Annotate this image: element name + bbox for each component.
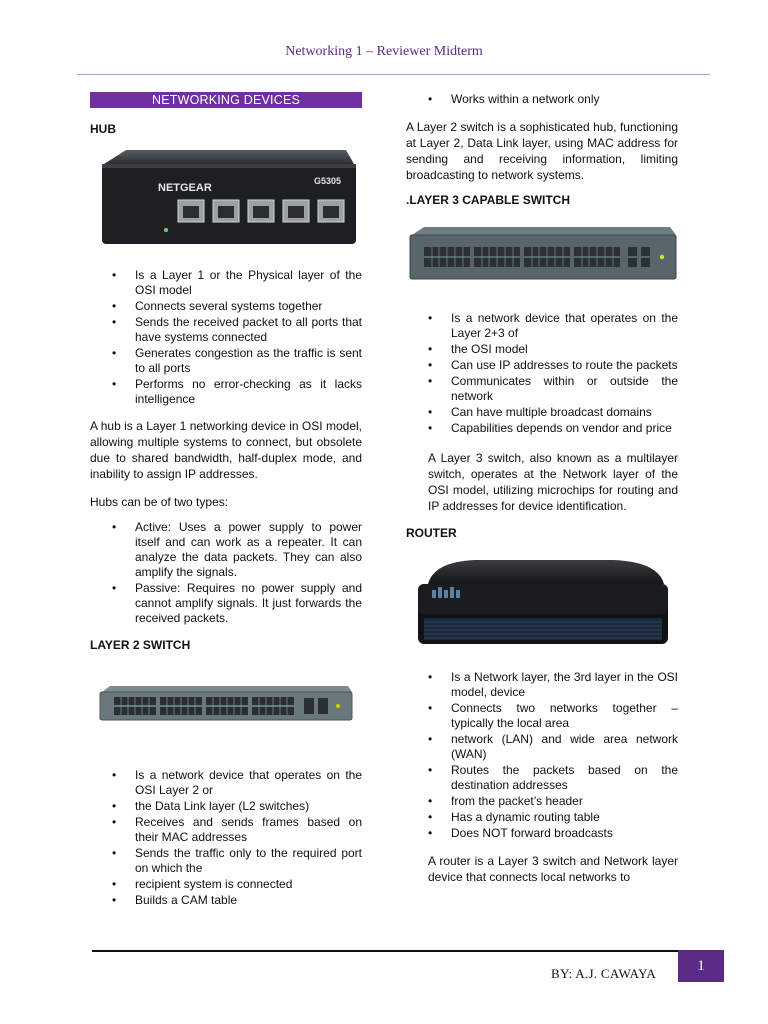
layer3-paragraph: A Layer 3 switch, also known as a multilayer switch, operates at the Network layer of the OSI model, utilizing microchips for routing and IP addresses for device identification. — [428, 451, 678, 513]
router-paragraph: A router is a Layer 3 switch and Network layer device that connects local networks to — [428, 854, 678, 884]
list-item: • Does NOT forward broadcasts — [428, 826, 613, 840]
router-image — [414, 556, 672, 648]
list-item: • recipient system is connected — [112, 877, 293, 891]
list-item: • Is a Network layer, the 3rd layer in the OSI model, device — [428, 670, 678, 699]
section-title-bar: NETWORKING DEVICES — [90, 92, 362, 108]
list-item: • from the packet’s header — [428, 794, 583, 808]
layer3-heading: .LAYER 3 CAPABLE SWITCH — [406, 193, 571, 207]
list-item: • the OSI model — [428, 342, 528, 356]
list-item: • Routes the packets based on the destination addresses — [428, 763, 678, 792]
hub-bullets — [90, 268, 362, 407]
header-rule — [77, 74, 710, 75]
layer3-bullets — [406, 311, 678, 436]
layer2-continued-bullets — [406, 92, 678, 107]
list-item: • Sends the traffic only to the required port on which the — [112, 846, 362, 875]
list-item: • Connects two networks together – typically the local area — [428, 701, 678, 730]
list-item: • network (LAN) and wide area network (WAN) — [428, 732, 678, 761]
layer3-switch-image — [408, 227, 678, 281]
hub-model-text: G5305 — [314, 176, 342, 186]
layer2-heading: LAYER 2 SWITCH — [90, 638, 191, 652]
right-column — [406, 88, 678, 885]
layer2-switch-image — [98, 686, 354, 722]
hub-brand-text: NETGEAR — [158, 182, 212, 194]
list-item: • Builds a CAM table — [112, 893, 238, 907]
layer2-bullets — [90, 768, 362, 908]
left-column — [90, 88, 362, 909]
list-item: • Passive: Requires no power supply and cannot amplify signals. It just forwards the received packets. — [112, 581, 362, 625]
list-item: • the Data Link layer (L2 switches) — [112, 799, 310, 813]
list-item: • Can use IP addresses to route the packets — [428, 358, 678, 372]
hub-heading: HUB — [90, 122, 116, 136]
hub-image — [96, 146, 358, 246]
hub-types-list — [90, 520, 362, 626]
router-heading: ROUTER — [406, 526, 457, 540]
list-item: • Capabilities depends on vendor and price — [428, 421, 672, 435]
page-number: 1 — [678, 950, 724, 982]
router-bullets — [406, 670, 678, 841]
list-item: • Is a Layer 1 or the Physical layer of the OSI model — [112, 268, 362, 297]
author-credit: BY: A.J. CAWAYA — [551, 966, 657, 981]
hub-types-intro: Hubs can be of two types: — [90, 495, 229, 509]
list-item: • Sends the received packet to all ports that have systems connected — [112, 315, 362, 344]
list-item: • Active: Uses a power supply to power itself and can work as a repeater. It can analyze the data packets. They can also amplify the signals. — [112, 520, 362, 579]
layer2-paragraph: A Layer 2 switch is a sophisticated hub, functioning at Layer 2, Data Link layer, using MAC address for sending and receiving information, limiting broadcasting to network systems. — [406, 120, 678, 182]
list-item: • Can have multiple broadcast domains — [428, 405, 652, 419]
list-item: • Receives and sends frames based on their MAC addresses — [112, 815, 362, 844]
list-item: • Is a network device that operates on the Layer 2+3 of — [428, 311, 678, 340]
list-item: • Works within a network only — [428, 92, 600, 106]
page-header: Networking 1 – Reviewer Midterm — [285, 44, 483, 59]
list-item: • Communicates within or outside the network — [428, 374, 678, 403]
list-item: • Is a network device that operates on the OSI Layer 2 or — [112, 768, 362, 797]
hub-paragraph: A hub is a Layer 1 networking device in OSI model, allowing multiple systems to connect, but obsolete due to shared bandwidth, half-duplex mode, and inability to assign IP addresses. — [90, 419, 362, 481]
list-item: • Performs no error-checking as it lacks intelligence — [112, 377, 362, 406]
footer-rule — [92, 950, 678, 952]
list-item: • Has a dynamic routing table — [428, 810, 600, 824]
list-item: • Connects several systems together — [112, 299, 323, 313]
list-item: • Generates congestion as the traffic is sent to all ports — [112, 346, 362, 375]
